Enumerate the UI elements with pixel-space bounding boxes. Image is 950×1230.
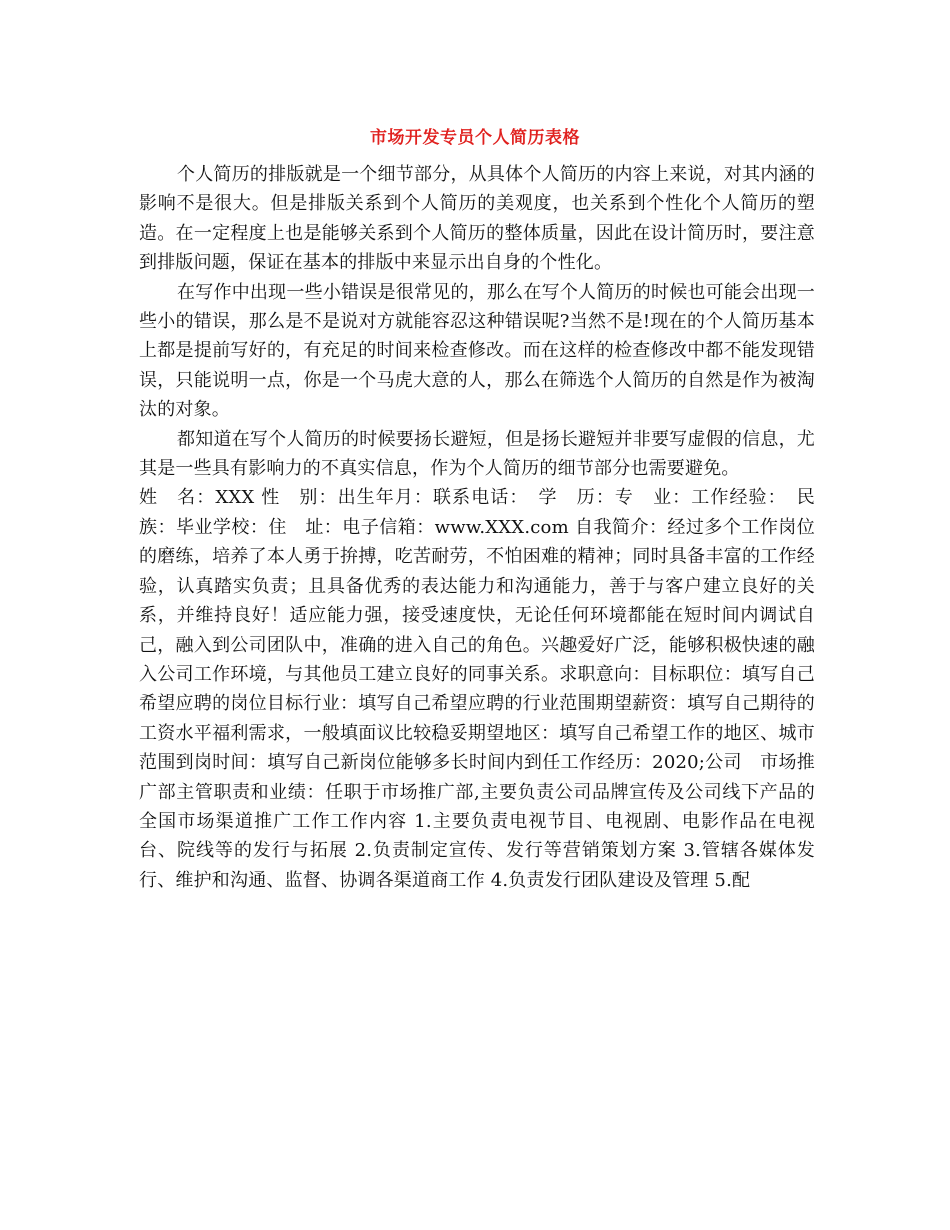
document-title: 市场开发专员个人简历表格 [370, 128, 580, 148]
paragraph-no-false-info: 都知道在写个人简历的时候要扬长避短，但是扬长避短并非要写虚假的信息，尤其是一些具有影响力的不真实信息，作为个人简历的细节部分也需要避免。 [139, 428, 815, 480]
document-body [139, 160, 834, 895]
paragraph-layout-importance: 个人简历的排版就是一个细节部分，从具体个人简历的内容上来说，对其内涵的影响不是很大。但是排版关系到个人简历的美观度，也关系到个性化个人简历的塑造。在一定程度上也是能够关系到个人简历的整体质量，因此在设计简历时，要注意到排版问题，保证在基本的排版中来显示出自身的个性化。 [139, 164, 815, 274]
resume-details-block: 姓 名：XXX 性 别：出生年月：联系电话： 学 历：专 业：工作经验： 民 族：毕业学校：住 址：电子信箱：www.XXX.com 自我简介：经过多个工作岗位的磨练，培养了本人勇于拚搏，吃苦耐劳，不怕困难的精神；同时具备丰富的工作经验，认真踏实负责；且具备优秀的表达能力和沟通能力，善于与客户建立良好的关系，并维持良好！适应能力强，接受速度快，无论任何环境都能在短时间内调试自己，融入到公司团队中，准确的进入自己的角色。兴趣爱好广泛，能够积极快速的融入公司工作环境，与其他员工建立良好的同事关系。求职意向：目标职位：填写自己希望应聘的岗位目标行业：填写自己希望应聘的行业范围期望薪资：填写自己期待的工资水平福利需求，一般填面议比较稳妥期望地区：填写自己希望工作的地区、城市范围到岗时间：填写自己新岗位能够多长时间内到任工作经历：2020;公司 市场推广部主管职责和业绩：任职于市场推广部,主要负责公司品牌宣传及公司线下产品的全国市场渠道推广工作工作内容 1.主要负责电视节目、电视剧、电影作品在电视台、院线等的发行与拓展 2.负责制定宣传、发行等营销策划方案 3.管辖各媒体发行、维护和沟通、监督、协调各渠道商工作 4.负责发行团队建设及管理 5.配 [139, 487, 834, 891]
paragraph-avoid-errors: 在写作中出现一些小错误是很常见的，那么在写个人简历的时候也可能会出现一些小的错误，那么是不是说对方就能容忍这种错误呢?当然不是!现在的个人简历基本上都是提前写好的，有充足的时间来检查修改。而在这样的检查修改中都不能发现错误，只能说明一点，你是一个马虎大意的人，那么在筛选个人简历的自然是作为被淘汰的对象。 [139, 281, 815, 421]
